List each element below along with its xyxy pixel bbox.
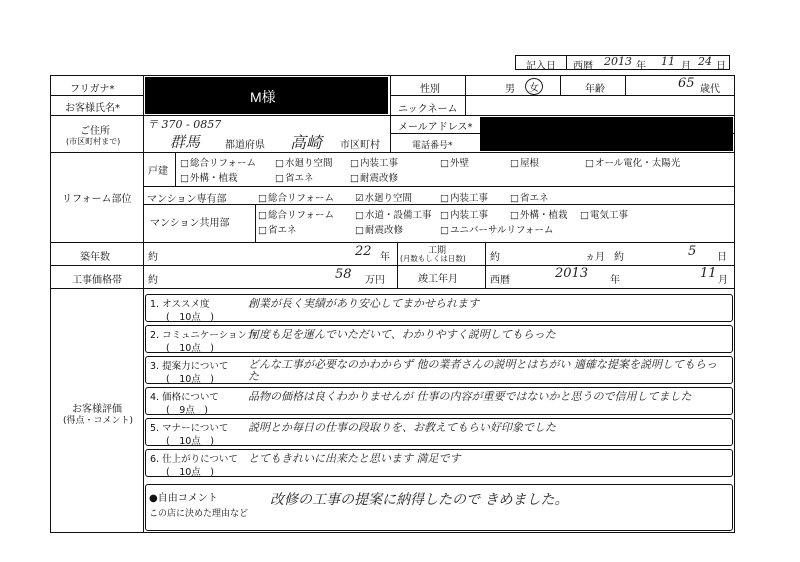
- gender-male: 男: [505, 84, 515, 95]
- evaluation-comment: 説明とか毎日の仕事の段取りを、お教えてもらい好印象でした: [248, 421, 556, 434]
- period-label: 工期: [428, 246, 447, 256]
- house-checkbox-8[interactable]: □ 耐震改修: [350, 170, 398, 184]
- mansion-private-checkbox-0[interactable]: □ 総合リフォーム: [258, 190, 334, 204]
- evaluation-score: ( 10点 ): [166, 436, 215, 447]
- period-day-unit: 日: [717, 252, 727, 263]
- date-month: 11: [661, 55, 675, 68]
- evaluation-score: ( 10点 ): [166, 374, 215, 385]
- date-era: 西暦: [573, 61, 593, 72]
- date-box: [515, 55, 730, 70]
- date-month-unit: 月: [681, 61, 691, 72]
- completion-month-unit: 月: [718, 275, 728, 286]
- age-value: 65: [678, 76, 695, 91]
- evaluation-comment: 品物の価格は良くわかりませんが 仕事の内容が重要ではないかと思うので信用してました: [248, 390, 692, 403]
- city-suffix: 市区町村: [340, 140, 380, 151]
- mansion-common-checkbox-7[interactable]: □ ユニバーサルリフォーム: [440, 222, 554, 236]
- completion-month: 11: [700, 266, 717, 281]
- evaluation-sub: (得点・コメント): [63, 416, 134, 426]
- evaluation-title: 1. オススメ度: [150, 299, 210, 310]
- gender-label: 性別: [420, 84, 440, 95]
- period-sub: (月数もしくは日数): [400, 254, 466, 263]
- nickname-label: ニックネーム: [398, 104, 458, 115]
- period-month-unit: ヵ月: [585, 252, 605, 263]
- pref-suffix: 都道府県: [225, 140, 265, 151]
- mansion-common-checkbox-0[interactable]: □ 総合リフォーム: [258, 207, 334, 221]
- period-approx: 約: [490, 252, 500, 263]
- completion-year-unit: 年: [610, 275, 620, 286]
- evaluation-score: ( 10点 ): [166, 343, 215, 354]
- completion-era: 西暦: [490, 275, 510, 286]
- house-checkbox-3[interactable]: □ 外壁: [440, 155, 469, 169]
- mansion-private-checkbox-2[interactable]: □ 内装工事: [440, 190, 488, 204]
- house-checkbox-5[interactable]: □ オール電化・太陽光: [585, 155, 680, 169]
- mansion-common-checkbox-3[interactable]: □ 外構・植栽: [510, 207, 568, 221]
- building-age-label: 築年数: [80, 252, 110, 263]
- house-checkbox-6[interactable]: □ 外構・植栽: [180, 170, 238, 184]
- price-unit: 万円: [365, 275, 385, 286]
- price-label: 工事価格帯: [72, 275, 122, 286]
- name-label: お客様氏名*: [65, 103, 120, 114]
- gender-female: 女: [525, 78, 543, 95]
- free-comment-sub: この店に決めた理由など: [149, 509, 249, 519]
- phone-label: 電話番号*: [412, 141, 453, 151]
- building-age-unit: 年: [380, 252, 390, 263]
- date-year: 2013: [604, 55, 632, 68]
- customer-name: M様: [250, 89, 276, 105]
- date-year-unit: 年: [636, 61, 646, 72]
- date-day: 24: [698, 55, 712, 68]
- period-approx-2: 約: [614, 252, 624, 263]
- mansion-common-checkbox-2[interactable]: □ 内装工事: [440, 207, 488, 221]
- age-label: 年齢: [585, 84, 605, 95]
- address-city: 高崎: [290, 133, 323, 152]
- free-comment-label: ●自由コメント: [149, 493, 218, 504]
- date-label: 記入日: [526, 61, 556, 72]
- building-age-value: 22: [355, 244, 372, 259]
- mansion-common-checkbox-4[interactable]: □ 電気工事: [580, 207, 628, 221]
- house-label: 戸建: [148, 166, 168, 177]
- evaluation-title: 3. 提案力について: [150, 361, 229, 372]
- house-checkbox-2[interactable]: □ 内装工事: [350, 155, 398, 169]
- mansion-private-checkbox-3[interactable]: □ 省エネ: [510, 190, 549, 204]
- furigana-label: フリガナ*: [70, 84, 115, 95]
- evaluation-title: 6. 仕上がりについて: [150, 454, 238, 465]
- postal-code: 〒 370 - 0857: [147, 118, 222, 131]
- house-checkbox-7[interactable]: □ 省エネ: [275, 170, 314, 184]
- evaluation-comment: 創業が長く実績があり安心してまかせられます: [248, 297, 479, 310]
- mansion-private-checkbox-1[interactable]: ☑ 水廻り空間: [355, 190, 412, 204]
- evaluation-label: お客様評価: [72, 404, 122, 415]
- price-value: 58: [335, 267, 352, 282]
- address-sub: (市区町村まで): [66, 137, 121, 146]
- reform-label: リフォーム部位: [62, 194, 132, 205]
- evaluation-title: 4. 価格について: [150, 392, 219, 403]
- address-label: ご住所: [80, 126, 110, 137]
- evaluation-comment: とてもきれいに出来たと思います 満足です: [248, 452, 461, 465]
- completion-year: 2013: [555, 266, 589, 281]
- date-day-unit: 日: [716, 61, 726, 72]
- mansion-common-checkbox-6[interactable]: □ 耐震改修: [355, 222, 403, 236]
- evaluation-title: 2. コミュニケーション力: [150, 330, 257, 341]
- house-checkbox-0[interactable]: □ 総合リフォーム: [180, 155, 256, 169]
- evaluation-comment: 何度も足を運んでいただいて、わかりやすく説明してもらった: [248, 328, 556, 341]
- evaluation-score: ( 10点 ): [166, 312, 215, 323]
- mansion-common-checkbox-5[interactable]: □ 省エネ: [258, 222, 297, 236]
- mansion-private-label: マンション専有部: [147, 194, 227, 205]
- contact-redaction: [480, 117, 733, 151]
- price-approx: 約: [148, 275, 158, 286]
- age-unit: 歳代: [700, 84, 720, 95]
- evaluation-score: ( 10点 ): [166, 467, 215, 478]
- house-checkbox-4[interactable]: □ 屋根: [510, 155, 539, 169]
- evaluation-score: ( 9点 ): [166, 405, 208, 416]
- building-age-approx: 約: [148, 252, 158, 263]
- period-days: 5: [688, 244, 697, 259]
- address-prefecture: 群馬: [170, 133, 201, 151]
- evaluation-title: 5. マナーについて: [150, 423, 229, 434]
- completion-label: 竣工年月: [418, 274, 458, 285]
- house-checkbox-1[interactable]: □ 水廻り空間: [275, 155, 333, 169]
- evaluation-comment: どんな工事が必要なのかわからず 他の業者さんの説明とはちがい 適確な提案を説明してもらった: [248, 358, 717, 383]
- mansion-common-checkbox-1[interactable]: □ 水道・設備工事: [355, 207, 432, 221]
- mansion-common-label: マンション共用部: [150, 218, 230, 229]
- email-label: メールアドレス*: [398, 122, 473, 133]
- free-comment-text: 改修の工事の提案に納得したので きめました。: [270, 492, 569, 508]
